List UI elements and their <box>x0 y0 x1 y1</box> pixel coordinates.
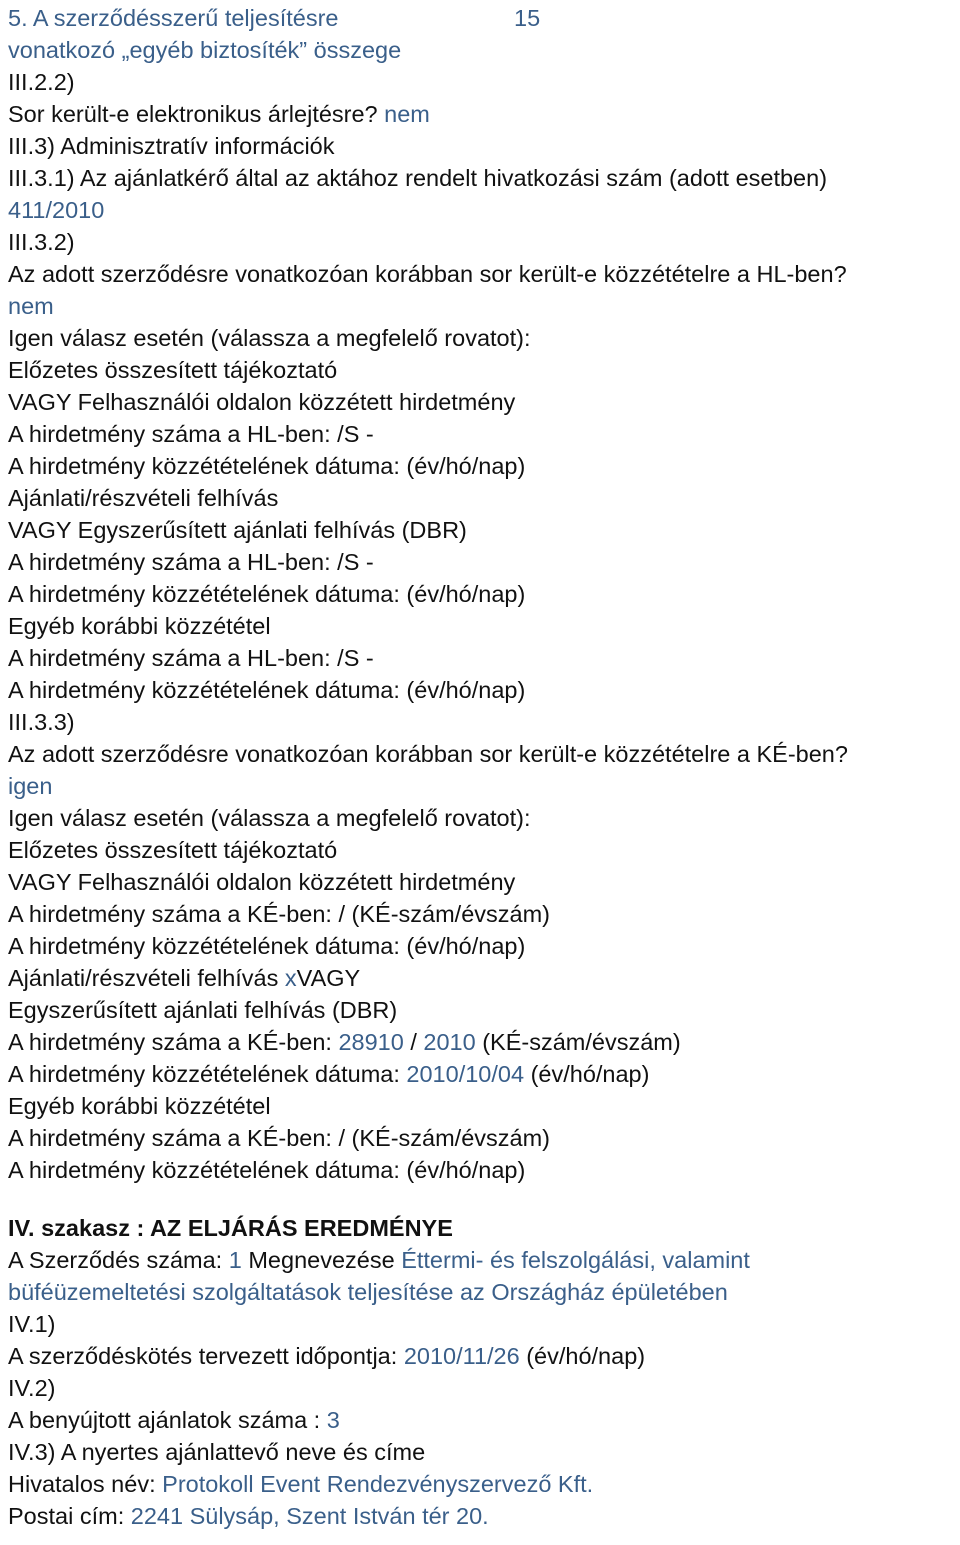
ke-notice-year: 2010 <box>423 1029 476 1055</box>
reference-number: 411/2010 <box>8 197 105 223</box>
heading-iv-3: IV.3) A nyertes ajánlattevő neve és címe <box>8 1439 426 1465</box>
ke-line-8-suffix: (év/hó/nap) <box>524 1061 650 1087</box>
hl-instruction: Igen válasz esetén (válassza a megfelelő rovatot): <box>8 325 531 351</box>
heading-iii-3-3: III.3.3) <box>8 709 75 735</box>
ke-line-7 <box>8 1026 953 1058</box>
hl-line-2: VAGY Felhasználói oldalon közzétett hirdetmény <box>8 389 516 415</box>
hl-line-6: VAGY Egyszerűsített ajánlati felhívás (DBR) <box>8 517 467 543</box>
ke-question: Az adott szerződésre vonatkozóan korábban sor került-e közzétételre a KÉ-ben? <box>8 741 848 767</box>
section-5-title <box>8 2 953 34</box>
ke-line-6: Egyszerűsített ajánlati felhívás (DBR) <box>8 997 398 1023</box>
section-5-title-line2: vonatkozó „egyéb biztosíték” összege <box>8 37 402 63</box>
ke-instruction: Igen válasz esetén (válassza a megfelelő rovatot): <box>8 805 531 831</box>
hl-line-8: A hirdetmény közzétételének dátuma: (év/hó/nap) <box>8 581 526 607</box>
heading-iii-2-2: III.2.2) <box>8 69 75 95</box>
offers-label: A benyújtott ajánlatok száma : <box>8 1407 327 1433</box>
offers-value: 3 <box>326 1407 340 1433</box>
ke-line-2: VAGY Felhasználói oldalon közzétett hirdetmény <box>8 869 516 895</box>
contract-date-suffix: (év/hó/nap) <box>519 1343 646 1369</box>
hl-answer: nem <box>8 293 54 319</box>
hl-question: Az adott szerződésre vonatkozóan korábban sor került-e közzétételre a HL-ben? <box>8 261 847 287</box>
ke-line-5 <box>8 962 953 994</box>
hl-line-10: A hirdetmény száma a HL-ben: /S - <box>8 645 374 671</box>
hl-line-11: A hirdetmény közzétételének dátuma: (év/hó/nap) <box>8 677 526 703</box>
contract-number: 1 <box>228 1247 242 1273</box>
hl-line-4: A hirdetmény közzétételének dátuma: (év/hó/nap) <box>8 453 526 479</box>
contract-name-part1: Éttermi- és felszolgálási, valamint <box>401 1247 750 1273</box>
ke-line-7-suffix: (KÉ-szám/évszám) <box>475 1029 681 1055</box>
document-page <box>8 2 953 1532</box>
section-spacer <box>8 1186 953 1212</box>
ke-answer: igen <box>8 773 53 799</box>
contract-name-part2: büféüzemeltetési szolgáltatások teljesítése az Országház épületében <box>8 1279 728 1305</box>
section-5-title-line1: 5. A szerződésszerű teljesítésre <box>8 5 339 31</box>
postal-address-label: Postai cím: <box>8 1503 131 1529</box>
hl-line-5: Ajánlati/részvételi felhívás <box>8 485 279 511</box>
ke-line-11: A hirdetmény közzétételének dátuma: (év/hó/nap) <box>8 1157 526 1183</box>
ke-notice-number: 28910 <box>338 1029 404 1055</box>
ke-line-7-text: A hirdetmény száma a KÉ-ben: <box>8 1029 339 1055</box>
postal-address-line <box>8 1500 953 1532</box>
ke-line-7-sep: / <box>403 1029 424 1055</box>
hl-line-1: Előzetes összesített tájékoztató <box>8 357 338 383</box>
contract-name-label: Megnevezése <box>241 1247 402 1273</box>
heading-iv-1: IV.1) <box>8 1311 56 1337</box>
contract-date-value: 2010/11/26 <box>403 1343 520 1369</box>
auction-question <box>8 98 953 130</box>
hl-line-7: A hirdetmény száma a HL-ben: /S - <box>8 549 374 575</box>
auction-answer: nem <box>384 101 430 127</box>
ke-line-5-mark: x <box>284 965 297 991</box>
ke-publication-date: 2010/10/04 <box>406 1061 525 1087</box>
official-name-line <box>8 1468 953 1500</box>
heading-iii-3-2: III.3.2) <box>8 229 75 255</box>
contract-date-line <box>8 1340 953 1372</box>
ke-line-5-text: Ajánlati/részvételi felhívás <box>8 965 285 991</box>
official-name-value: Protokoll Event Rendezvényszervező Kft. <box>162 1471 594 1497</box>
contract-line <box>8 1244 953 1276</box>
hl-line-3: A hirdetmény száma a HL-ben: /S - <box>8 421 374 447</box>
ke-line-8 <box>8 1058 953 1090</box>
ke-line-3: A hirdetmény száma a KÉ-ben: / (KÉ-szám/évszám) <box>8 901 550 927</box>
heading-iv-2: IV.2) <box>8 1375 56 1401</box>
ke-line-9: Egyéb korábbi közzététel <box>8 1093 271 1119</box>
ke-line-8-text: A hirdetmény közzétételének dátuma: <box>8 1061 407 1087</box>
official-name-label: Hivatalos név: <box>8 1471 163 1497</box>
postal-address-value: 2241 Sülysáp, Szent István tér 20. <box>130 1503 489 1529</box>
contract-label: A Szerződés száma: <box>8 1247 229 1273</box>
section-iv-heading: IV. szakasz : AZ ELJÁRÁS EREDMÉNYE <box>8 1215 453 1241</box>
heading-iii-3-1: III.3.1) Az ajánlatkérő által az aktához rendelt hivatkozási szám (adott esetben) <box>8 165 828 191</box>
hl-line-9: Egyéb korábbi közzététel <box>8 613 271 639</box>
contract-date-label: A szerződéskötés tervezett időpontja: <box>8 1343 404 1369</box>
ke-line-1: Előzetes összesített tájékoztató <box>8 837 338 863</box>
ke-line-10: A hirdetmény száma a KÉ-ben: / (KÉ-szám/évszám) <box>8 1125 550 1151</box>
auction-question-text: Sor került-e elektronikus árlejtésre? <box>8 101 378 127</box>
offers-line <box>8 1404 953 1436</box>
ke-line-4: A hirdetmény közzétételének dátuma: (év/hó/nap) <box>8 933 526 959</box>
section-5-number: 15 <box>514 5 541 31</box>
heading-iii-3: III.3) Adminisztratív információk <box>8 133 335 159</box>
ke-line-5-vagy: VAGY <box>296 965 361 991</box>
